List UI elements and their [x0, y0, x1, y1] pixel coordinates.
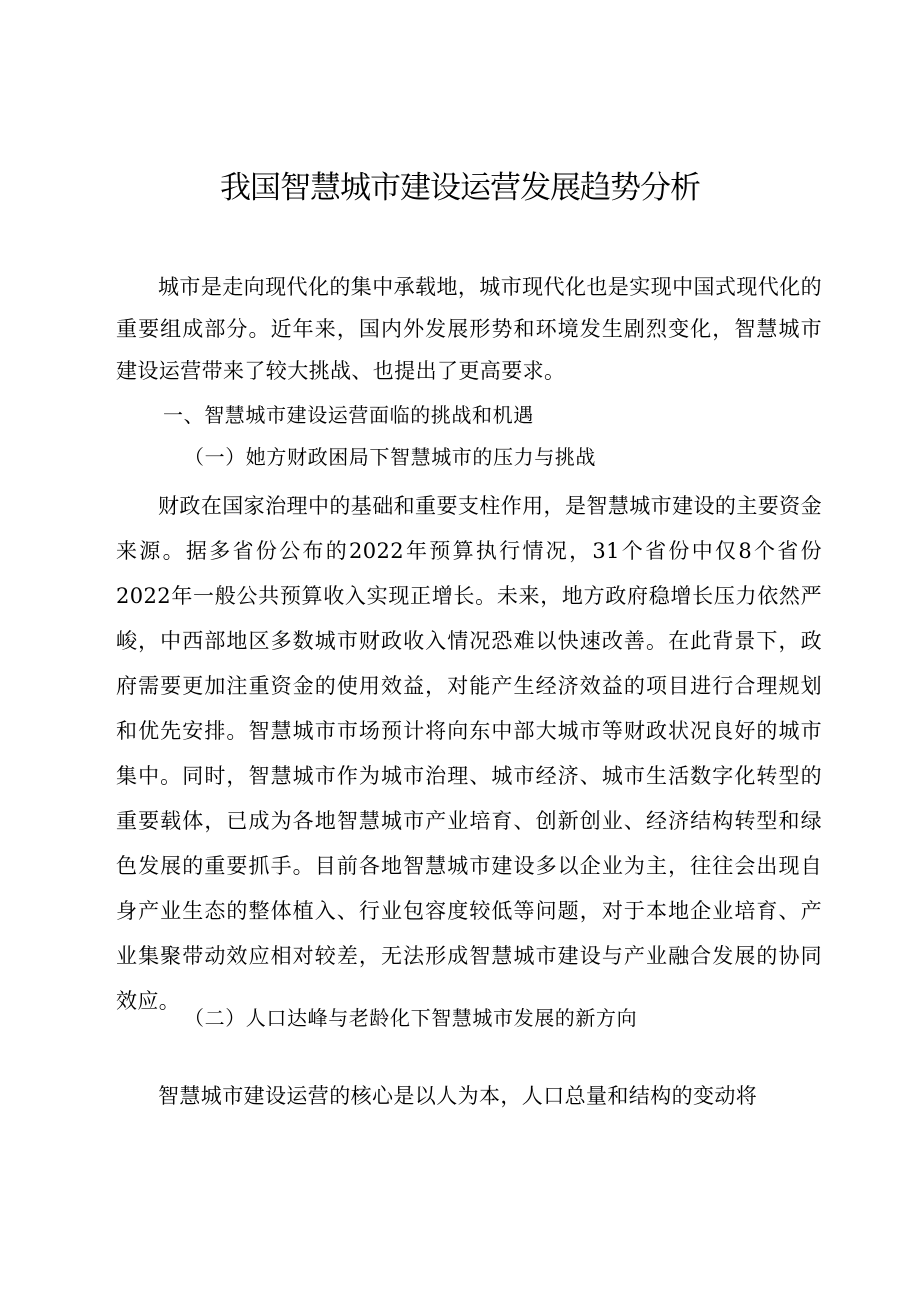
section-1	[116, 400, 822, 430]
subsection-2-heading: （二）人口达峰与老龄化下智慧城市发展的新方向	[184, 1006, 638, 1030]
subsection-2-paragraph: 智慧城市建设运营的核心是以人为本，人口总量和结构的变动将	[158, 1084, 758, 1108]
subsection-1-body	[116, 484, 822, 1024]
intro-paragraph: 城市是走向现代化的集中承载地，城市现代化也是实现中国式现代化的重要组成部分。近年来，国内外发展形势和环境发生剧烈变化，智慧城市建设运营带来了较大挑战、也提出了更高要求。	[116, 275, 822, 383]
intro-section	[116, 266, 822, 392]
subsection-2-body	[116, 1075, 822, 1117]
section-1-heading: 一、智慧城市建设运营面临的挑战和机遇	[163, 403, 534, 427]
document-title: 我国智慧城市建设运营发展趋势分析	[220, 170, 700, 206]
subsection-2	[116, 1003, 822, 1033]
subsection-1	[116, 442, 822, 472]
subsection-1-heading: （一）她方财政困局下智慧城市的压力与挑战	[184, 445, 596, 469]
subsection-1-paragraph: 财政在国家治理中的基础和重要支柱作用，是智慧城市建设的主要资金来源。据多省份公布的2022年预算执行情况，31个省份中仅8个省份2022年一般公共预算收入实现正增长。未来，地方政府稳增长压力依然严峻，中西部地区多数城市财政收入情况恐难以快速改善。在此背景下，政府需要更加注重资金的使用效益，对能产生经济效益的项目进行合理规划和优先安排。智慧城市市场预计将向东中部大城市等财政状况良好的城市集中。同时，智慧城市作为城市治理、城市经济、城市生活数字化转型的重要载体，已成为各地智慧城市产业培育、创新创业、经济结构转型和绿色发展的重要抓手。目前各地智慧城市建设多以企业为主，往往会出现自身产业生态的整体植入、行业包容度较低等问题，对于本地企业培育、产业集聚带动效应相对较差，无法形成智慧城市建设与产业融合发展的协同效应。	[116, 494, 822, 1013]
